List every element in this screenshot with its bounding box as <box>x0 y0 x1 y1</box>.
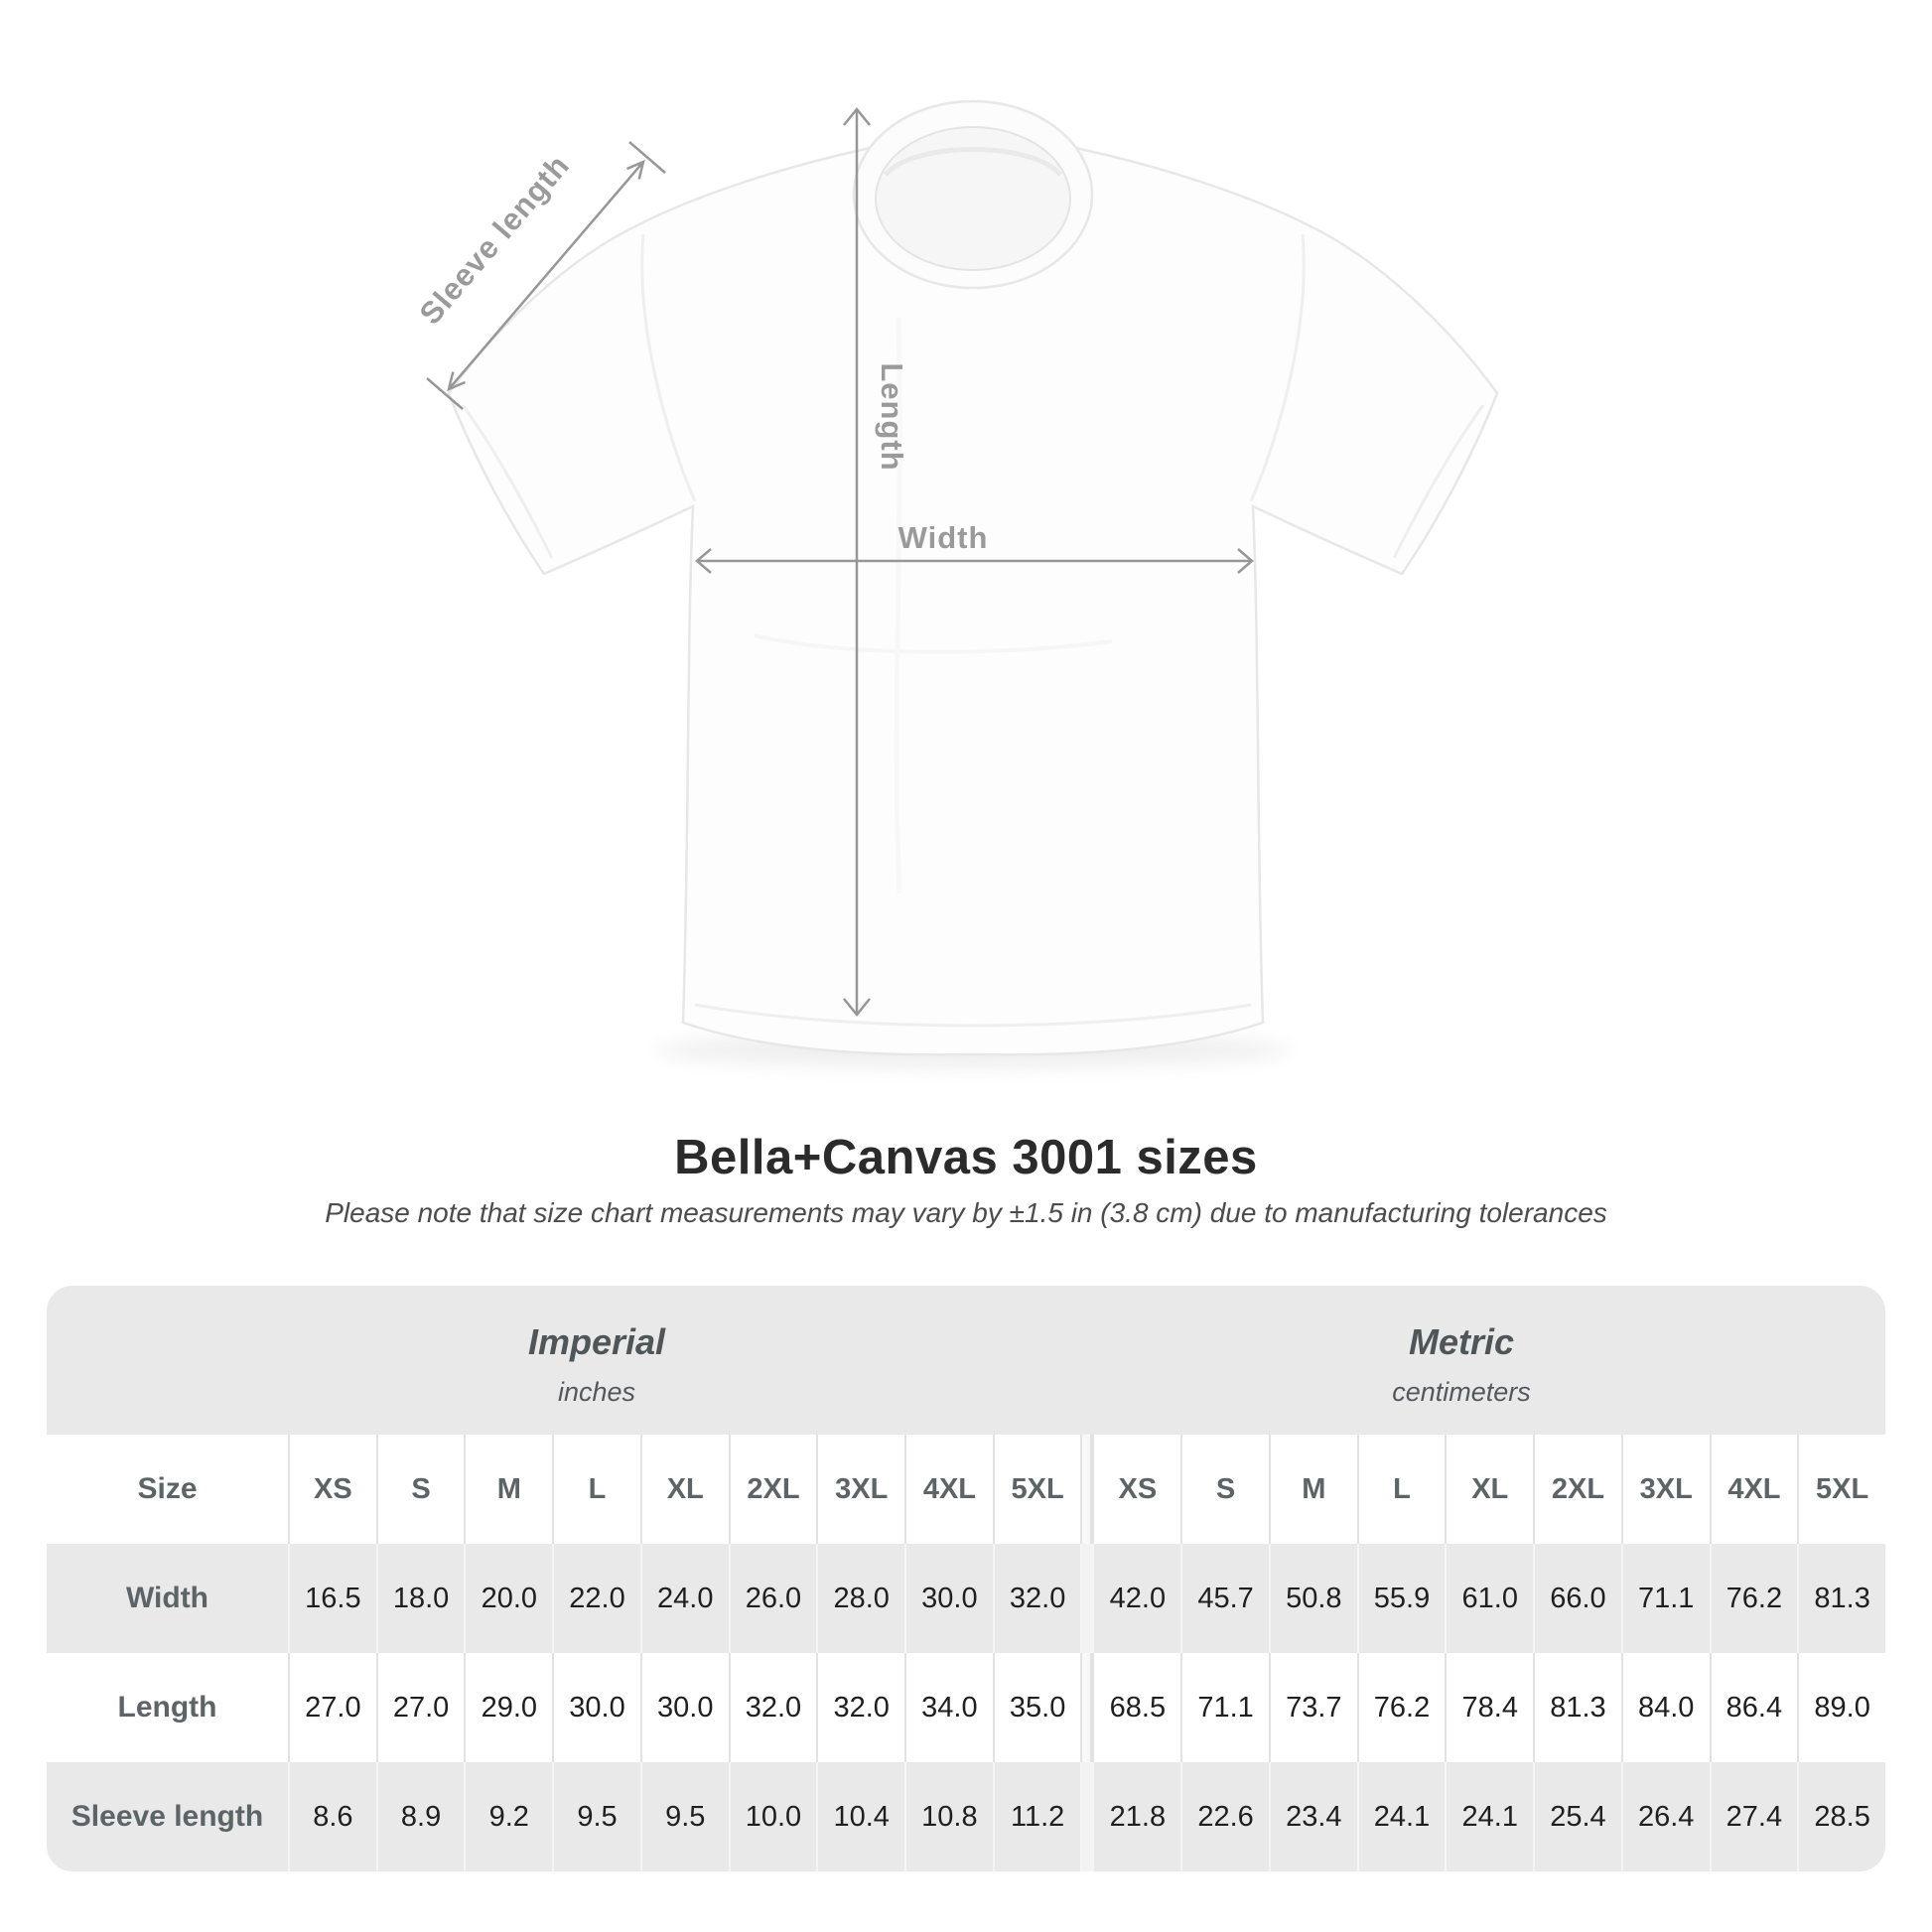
metric-unit: centimeters <box>1392 1377 1531 1407</box>
table-cell: 55.9 <box>1357 1544 1446 1653</box>
size-col-header: M <box>464 1435 552 1544</box>
group-divider <box>1080 1762 1092 1871</box>
size-header-cell: Size <box>137 1472 198 1505</box>
table-cell: 30.0 <box>552 1653 640 1762</box>
size-col-header: 4XL <box>904 1435 993 1544</box>
size-col-header: XL <box>640 1435 729 1544</box>
table-row-width <box>47 1544 1885 1653</box>
table-cell: 24.0 <box>640 1544 729 1653</box>
size-col-header: S <box>376 1435 465 1544</box>
size-col-header: XL <box>1445 1435 1533 1544</box>
table-cell: 11.2 <box>993 1762 1081 1871</box>
table-cell: 61.0 <box>1445 1544 1533 1653</box>
size-col-header: 4XL <box>1710 1435 1798 1544</box>
table-cell: 29.0 <box>464 1653 552 1762</box>
table-cell: 35.0 <box>993 1653 1081 1762</box>
tshirt-collar <box>854 101 1092 288</box>
size-col-header: 5XL <box>993 1435 1081 1544</box>
table-cell: 23.4 <box>1269 1762 1357 1871</box>
table-cell: 9.5 <box>640 1762 729 1871</box>
size-col-header: M <box>1269 1435 1357 1544</box>
table-cell: 30.0 <box>640 1653 729 1762</box>
table-cell: 10.4 <box>816 1762 904 1871</box>
row-label: Width <box>125 1582 209 1614</box>
table-cell: 10.0 <box>729 1762 817 1871</box>
table-cell: 76.2 <box>1357 1653 1446 1762</box>
group-divider <box>1080 1544 1092 1653</box>
imperial-label: Imperial <box>527 1321 666 1362</box>
size-col-header: 3XL <box>1621 1435 1710 1544</box>
table-cell: 71.1 <box>1621 1544 1710 1653</box>
metric-label: Metric <box>1408 1321 1515 1362</box>
sleeve-length-label: Sleeve length <box>412 147 577 332</box>
table-cell: 9.2 <box>464 1762 552 1871</box>
table-cell: 89.0 <box>1797 1653 1885 1762</box>
table-cell: 16.5 <box>288 1544 376 1653</box>
table-cell: 84.0 <box>1621 1653 1710 1762</box>
table-cell: 32.0 <box>816 1653 904 1762</box>
table-cell: 34.0 <box>904 1653 993 1762</box>
size-header-row <box>47 1435 1885 1544</box>
size-col-header: 3XL <box>816 1435 904 1544</box>
table-cell: 24.1 <box>1357 1762 1446 1871</box>
size-col-header: 2XL <box>729 1435 817 1544</box>
imperial-group-header <box>528 1321 665 1408</box>
table-cell: 27.0 <box>288 1653 376 1762</box>
table-cell: 10.8 <box>904 1762 993 1871</box>
table-row-length <box>47 1653 1885 1762</box>
table-cell: 86.4 <box>1710 1653 1798 1762</box>
table-cell: 8.6 <box>288 1762 376 1871</box>
imperial-unit: inches <box>557 1377 636 1407</box>
table-cell: 71.1 <box>1180 1653 1269 1762</box>
size-col-header: XS <box>1092 1435 1180 1544</box>
size-col-header: L <box>1357 1435 1446 1544</box>
table-cell: 27.0 <box>376 1653 465 1762</box>
table-cell: 42.0 <box>1092 1544 1180 1653</box>
table-cell: 73.7 <box>1269 1653 1357 1762</box>
table-cell: 18.0 <box>376 1544 465 1653</box>
row-label: Length <box>117 1691 217 1724</box>
length-label: Length <box>875 362 909 472</box>
unit-group-header <box>47 1286 1885 1435</box>
row-label: Sleeve length <box>70 1800 264 1833</box>
table-cell: 30.0 <box>904 1544 993 1653</box>
table-cell: 68.5 <box>1092 1653 1180 1762</box>
table-cell: 81.3 <box>1533 1653 1621 1762</box>
table-cell: 20.0 <box>464 1544 552 1653</box>
size-col-header: S <box>1180 1435 1269 1544</box>
table-cell: 25.4 <box>1533 1762 1621 1871</box>
size-col-header: XS <box>288 1435 376 1544</box>
table-cell: 24.1 <box>1445 1762 1533 1871</box>
table-cell: 9.5 <box>552 1762 640 1871</box>
table-cell: 22.6 <box>1180 1762 1269 1871</box>
tolerance-note: Please note that size chart measurements may vary by ±1.5 in (3.8 cm) due to manufacturing tolerances <box>325 1197 1607 1228</box>
table-cell: 32.0 <box>729 1653 817 1762</box>
table-cell: 26.0 <box>729 1544 817 1653</box>
metric-group-header <box>1392 1321 1531 1408</box>
table-cell: 26.4 <box>1621 1762 1710 1871</box>
table-cell: 76.2 <box>1710 1544 1798 1653</box>
table-cell: 22.0 <box>552 1544 640 1653</box>
page-title: Bella+Canvas 3001 sizes <box>674 1131 1258 1184</box>
size-col-header: 2XL <box>1533 1435 1621 1544</box>
table-cell: 81.3 <box>1797 1544 1885 1653</box>
width-label: Width <box>897 520 989 555</box>
table-cell: 28.5 <box>1797 1762 1885 1871</box>
group-divider <box>1080 1435 1092 1544</box>
table-row-sleeve-length <box>47 1762 1885 1871</box>
table-cell: 28.0 <box>816 1544 904 1653</box>
size-table <box>47 1286 1885 1871</box>
table-cell: 78.4 <box>1445 1653 1533 1762</box>
table-cell: 50.8 <box>1269 1544 1357 1653</box>
table-cell: 45.7 <box>1180 1544 1269 1653</box>
size-col-header: L <box>552 1435 640 1544</box>
table-cell: 27.4 <box>1710 1762 1798 1871</box>
table-cell: 21.8 <box>1092 1762 1180 1871</box>
table-cell: 66.0 <box>1533 1544 1621 1653</box>
group-divider <box>1080 1653 1092 1762</box>
size-col-header: 5XL <box>1797 1435 1885 1544</box>
table-cell: 32.0 <box>993 1544 1081 1653</box>
table-cell: 8.9 <box>376 1762 465 1871</box>
